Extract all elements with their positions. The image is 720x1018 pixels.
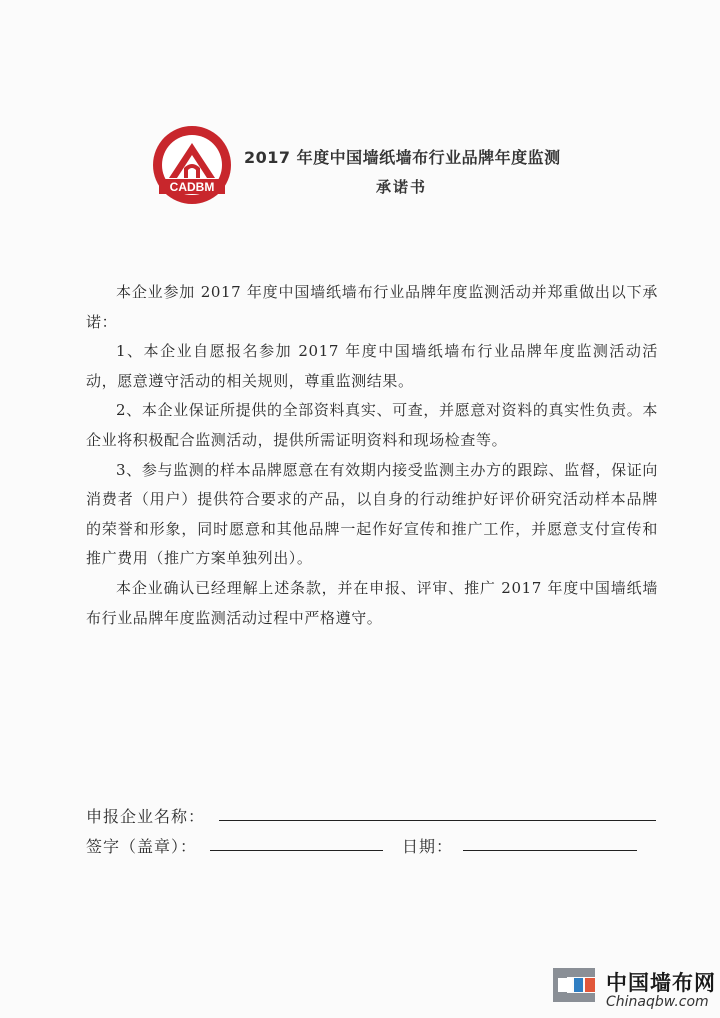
clause-2: 2、本企业保证所提供的全部资料真实、可查，并愿意对资料的真实性负责。本企业将积极配合监测活动，提供所需证明资料和现场检查等。 — [86, 401, 658, 449]
closing-paragraph: 本企业确认已经理解上述条款，并在申报、评审、推广 2017 年度中国墙纸墙布行业品牌年度监测活动过程中严格遵守。 — [86, 578, 658, 627]
signature-label: 签字（盖章）： — [86, 837, 198, 856]
company-name-field[interactable] — [219, 820, 656, 821]
signature-field[interactable] — [210, 850, 383, 851]
clause-1: 1、本企业自愿报名参加 2017 年度中国墙纸墙布行业品牌年度监测活动活动，愿意遵守活动的相关规则，尊重监测结果。 — [86, 342, 658, 390]
document-subtitle: 承诺书 — [376, 178, 428, 196]
intro-paragraph: 本企业参加 2017 年度中国墙纸墙布行业品牌年度监测活动并郑重做出以下承诺： — [86, 283, 658, 331]
site-name-cn: 中国墙布网 — [606, 971, 716, 995]
site-name-en: Chinaqbw.com — [606, 994, 709, 1010]
date-field[interactable] — [463, 850, 637, 851]
cadbm-logo — [151, 124, 233, 206]
clause-3: 3、参与监测的样本品牌愿意在有效期内接受监测主办方的跟踪、监督，保证向消费者（用户）提供符合要求的产品，以自身的行动维护好评价研究活动样本品牌的荣誉和形象，同时愿意和其他品牌一起作好宣传和推广工作，并愿意支付宣传和推广费用（推广方案单独列出）。 — [86, 460, 658, 568]
company-name-label: 申报企业名称： — [86, 807, 206, 826]
date-label: 日期： — [402, 837, 454, 856]
commitment-body — [86, 278, 658, 633]
document-title: 2017 年度中国墙纸墙布行业品牌年度监测 — [244, 148, 561, 167]
logo-text: CADBM — [169, 180, 215, 194]
chinaqbw-logo — [553, 968, 595, 1002]
